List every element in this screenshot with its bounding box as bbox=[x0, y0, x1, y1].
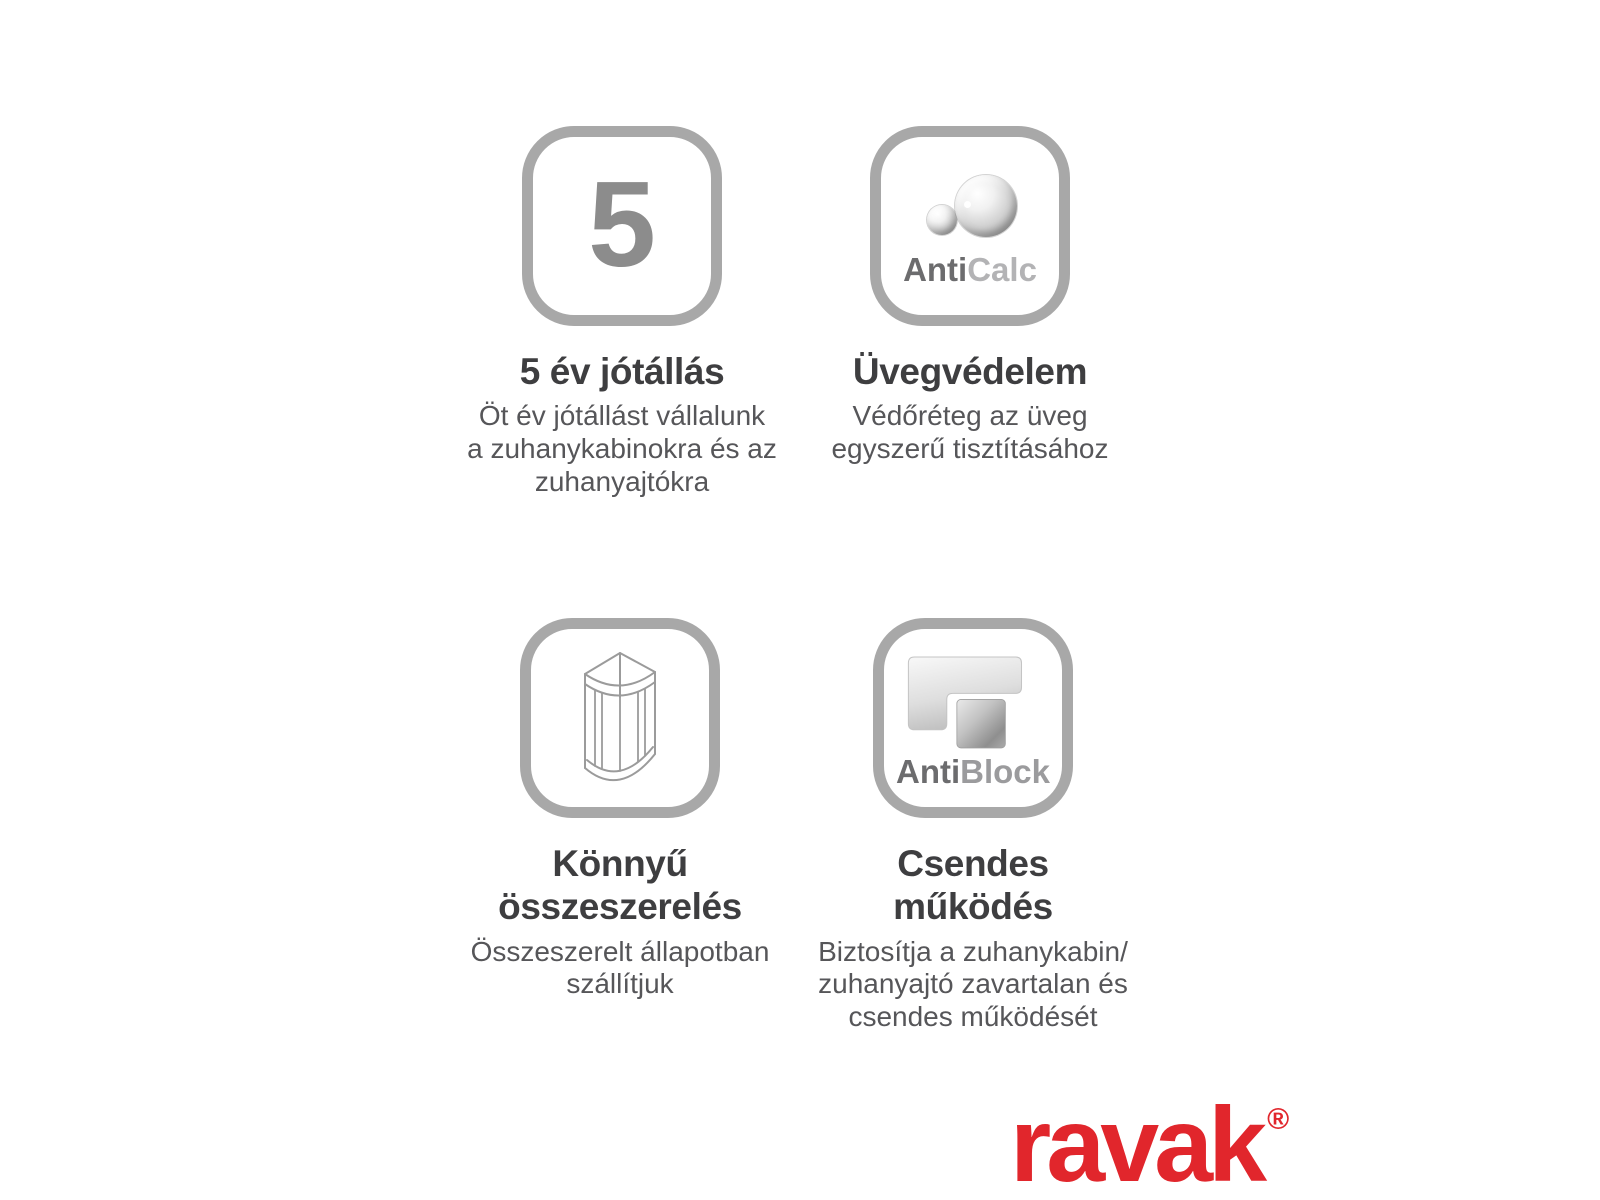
feature-easy-assembly-description: Összeszerelt állapotban szállítjuk bbox=[470, 935, 770, 1000]
bubble-small-icon bbox=[927, 205, 957, 235]
feature-silent-operation bbox=[733, 618, 1213, 1034]
feature-silent-operation-description: Biztosítja a zuhanykabin/ zuhanyajtó zavartalan és csendes működését bbox=[818, 935, 1128, 1033]
number-5: 5 bbox=[588, 156, 656, 292]
anticalc-label: AntiCalc bbox=[903, 251, 1037, 288]
anticalc-icon bbox=[870, 126, 1070, 326]
registered-trademark-icon: ® bbox=[1267, 1103, 1290, 1136]
feature-warranty-title: 5 év jótállás bbox=[519, 351, 725, 392]
shower-cabin-icon bbox=[520, 618, 720, 818]
ravak-logo bbox=[1010, 1086, 1290, 1200]
antiblock-icon bbox=[873, 618, 1073, 818]
antiblock-squares-drawing bbox=[904, 653, 1036, 754]
feature-easy-assembly-title: Könnyű összeszerelés bbox=[498, 843, 742, 928]
bubble-large-icon bbox=[955, 175, 1017, 237]
feature-glass-protection-description: Védőréteg az üveg egyszerű tisztításához bbox=[831, 400, 1109, 465]
feature-warranty-description: Öt év jótállást vállalunk a zuhanykabinokra és az zuhanyajtókra bbox=[467, 400, 777, 497]
ravak-wordmark: ravak bbox=[1010, 1086, 1263, 1200]
feature-silent-operation-title: Csendes működés bbox=[893, 843, 1053, 928]
shower-cabin-drawing bbox=[565, 640, 675, 796]
feature-glass-protection-title: Üvegvédelem bbox=[852, 351, 1088, 392]
antiblock-label: AntiBlock bbox=[895, 753, 1051, 790]
feature-glass-protection bbox=[730, 126, 1210, 466]
warranty-5-icon bbox=[522, 126, 722, 326]
